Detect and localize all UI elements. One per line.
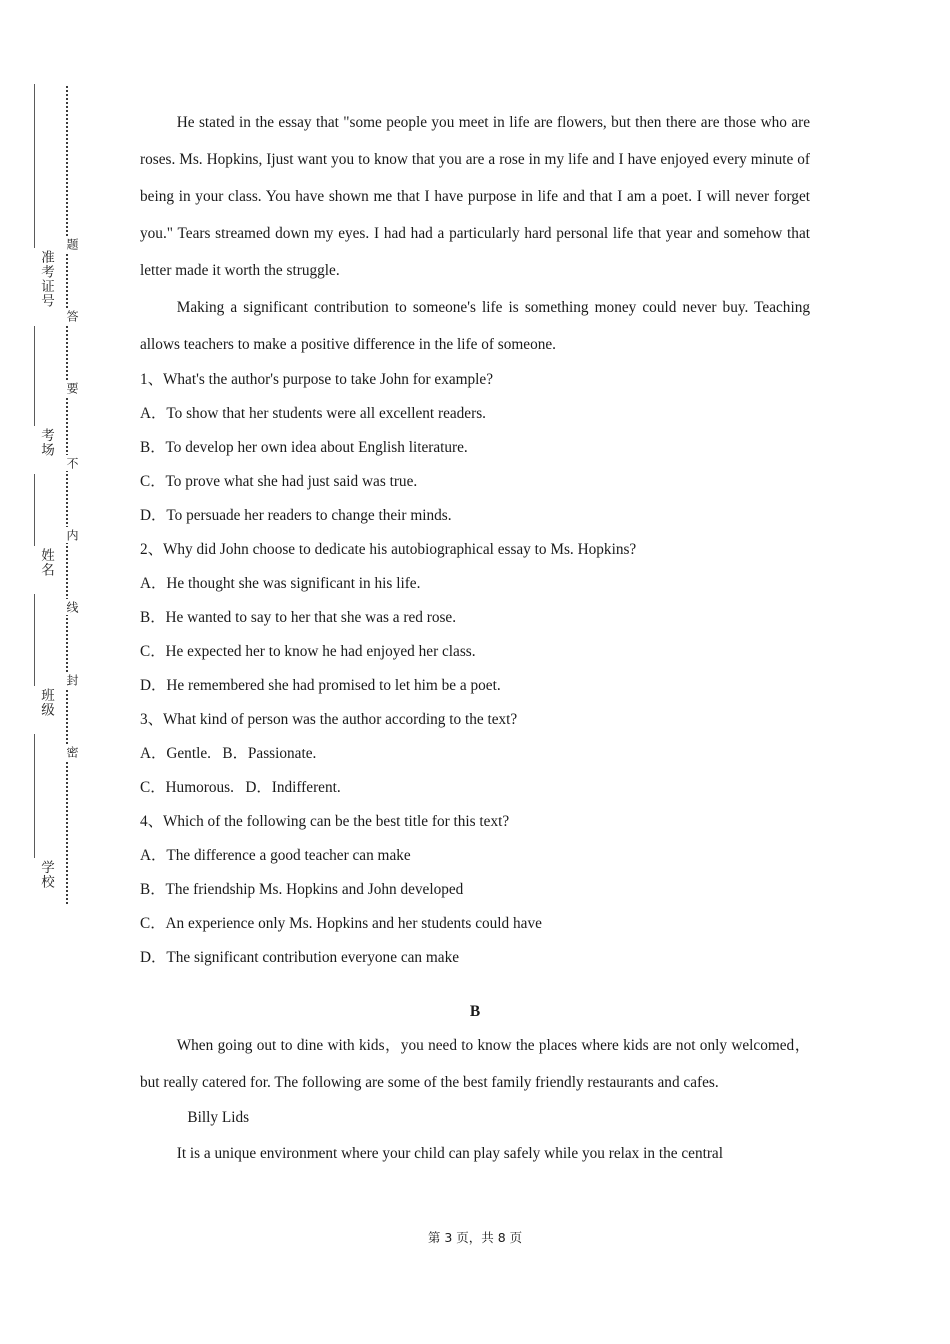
seal-dot-label-bu: 不: [56, 455, 78, 471]
question-1-stem: [140, 363, 810, 397]
question-2-option-d[interactable]: D．He remembered she had promised to let him be a poet.: [140, 677, 501, 694]
passage-paragraph-1: He stated in the essay that "some people you meet in life are flowers, but then there are those who are roses. Ms. Hopkins, Ijust want you to know that you are a rose in my life and I have enjoyed every minute of being in your class. You have shown me that I have purpose in life and that I am a poet. I will never forget you." Tears streamed down my eyes. I had had a particularly hard personal life that year and somehow that letter made it worth the struggle.: [140, 114, 810, 279]
question-2-option-a[interactable]: A．He thought she was significant in his life.: [140, 575, 421, 592]
seal-rule-segment-2: [34, 326, 35, 426]
question-3-option-row-1[interactable]: A．Gentle. B．Passionate.: [140, 745, 317, 762]
seal-rule-segment-1: [34, 84, 35, 248]
section-b-paragraph: When going out to dine with kids，you need to know the places where kids are not only welcomed，but really catered for. The following are some of the best family friendly restaurants and cafes.: [140, 1037, 810, 1091]
question-4-option-b[interactable]: B．The friendship Ms. Hopkins and John developed: [140, 881, 464, 898]
question-2-stem: [140, 533, 810, 567]
question-2-text: Why did John choose to dedicate his autobiographical essay to Ms. Hopkins?: [162, 541, 637, 558]
page-footer: 第 3 页，共 8 页: [427, 1230, 523, 1245]
question-1-option-b[interactable]: B．To develop her own idea about English literature.: [140, 439, 468, 456]
section-b-subparagraph: It is a unique environment where your child can play safely while you relax in the central: [176, 1145, 723, 1162]
seal-rule-segment-4: [34, 594, 35, 686]
seal-dotted-line: [66, 86, 68, 904]
seal-margin-strip: [0, 0, 120, 1344]
seal-dot-label-mi: 密: [56, 744, 78, 760]
seal-label-class: 班级: [38, 688, 54, 717]
section-b-heading: B: [469, 1003, 481, 1020]
question-2-option-c[interactable]: C．He expected her to know he had enjoyed her class.: [140, 643, 476, 660]
seal-dot-label-feng: 封: [56, 672, 78, 688]
question-1-number: 1、: [140, 371, 163, 388]
seal-rule-segment-3: [34, 474, 35, 546]
section-b-subheading-billy-lids: Billy Lids: [187, 1109, 250, 1126]
question-2-number: 2、: [140, 541, 163, 558]
seal-dot-label-ti: 题: [56, 236, 78, 252]
seal-dot-label-xian: 线: [56, 599, 78, 615]
question-1-text: What's the author's purpose to take John for example?: [162, 371, 494, 388]
question-4-number: 4、: [140, 813, 163, 830]
seal-dot-label-da: 答: [56, 308, 78, 324]
question-4-stem: [140, 805, 810, 839]
seal-label-admission-number: 准考证号: [38, 250, 54, 308]
seal-dot-label-yao: 要: [56, 380, 78, 396]
seal-dot-label-nei: 内: [56, 527, 78, 543]
question-3-stem: [140, 703, 810, 737]
seal-label-school: 学校: [38, 860, 54, 889]
question-4-option-d[interactable]: D．The significant contribution everyone can make: [140, 949, 460, 966]
question-4-text: Which of the following can be the best title for this text?: [162, 813, 510, 830]
question-4-option-c[interactable]: C．An experience only Ms. Hopkins and her students could have: [140, 915, 542, 932]
question-3-number: 3、: [140, 711, 163, 728]
question-2-option-b[interactable]: B．He wanted to say to her that she was a red rose.: [140, 609, 457, 626]
question-3-option-row-2[interactable]: C．Humorous. D．Indifferent.: [140, 779, 341, 796]
seal-rule-segment-5: [34, 734, 35, 858]
question-4-option-a[interactable]: A．The difference a good teacher can make: [140, 847, 411, 864]
seal-label-name: 姓名: [38, 548, 54, 577]
passage-paragraph-2: Making a significant contribution to someone's life is something money could never buy. Teaching allows teachers to make a positive difference in the life of someone.: [140, 299, 810, 353]
reading-passage-body: [140, 104, 810, 1172]
seal-label-exam-room: 考场: [38, 428, 54, 457]
question-1-option-d[interactable]: D．To persuade her readers to change their minds.: [140, 507, 452, 524]
question-3-text: What kind of person was the author according to the text?: [162, 711, 518, 728]
question-1-option-a[interactable]: A．To show that her students were all excellent readers.: [140, 405, 486, 422]
question-1-option-c[interactable]: C．To prove what she had just said was true.: [140, 473, 418, 490]
